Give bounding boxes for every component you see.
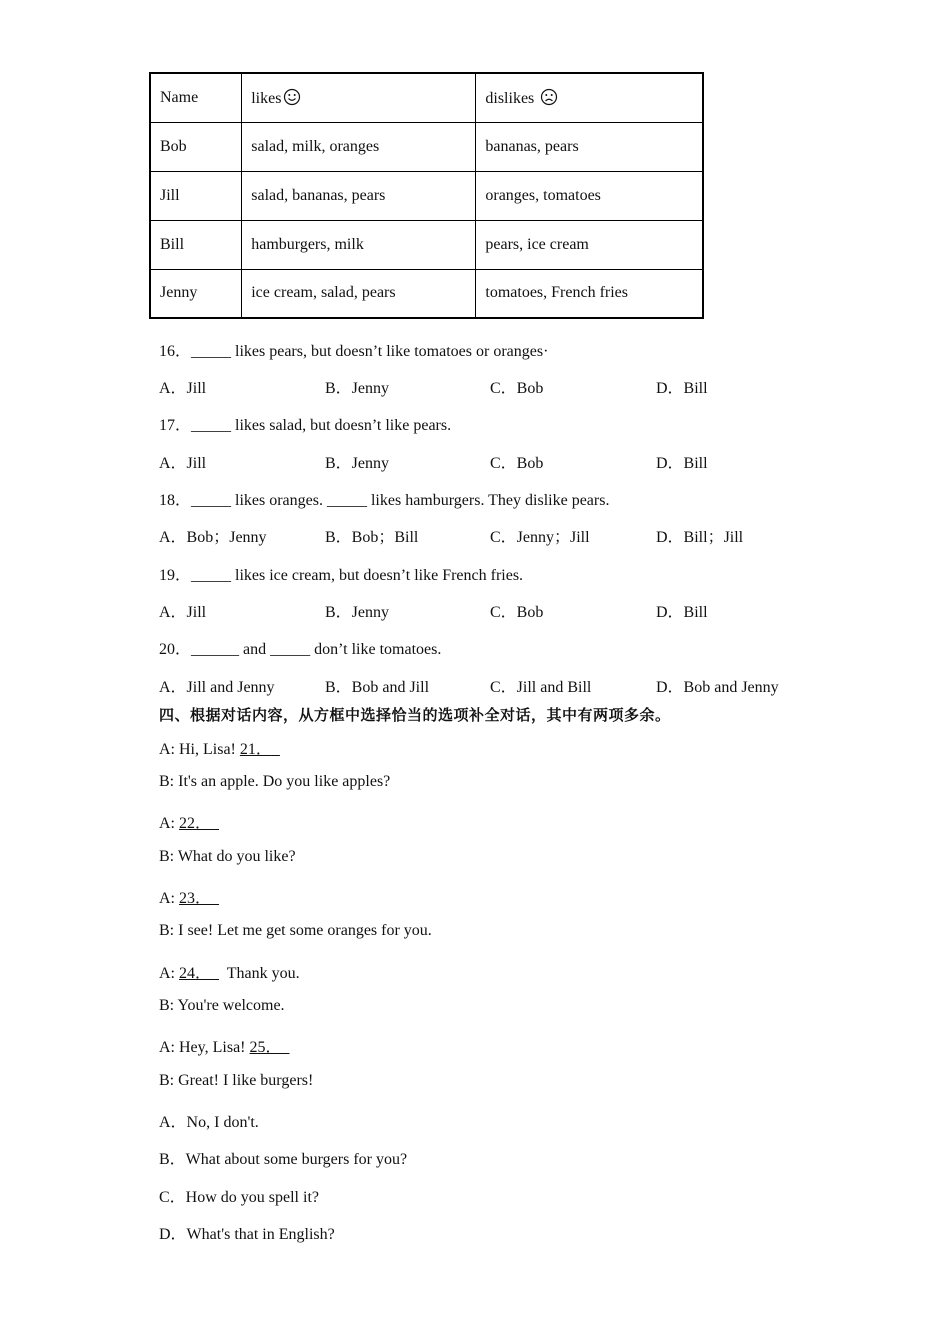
table-header-row: [150, 73, 703, 122]
blank-23[interactable]: 23．: [179, 890, 212, 907]
dialogue-line: [159, 736, 280, 759]
dialogue-line: [159, 1034, 290, 1057]
question-18-option-c[interactable]: C．Jenny；Jill: [490, 529, 590, 546]
question-19-option-a[interactable]: A．Jill: [159, 604, 207, 621]
question-18-option-d[interactable]: D．Bill；Jill: [656, 529, 744, 546]
blank-25[interactable]: 25．: [249, 1039, 282, 1056]
question-20-option-a[interactable]: A．Jill and Jenny: [159, 679, 275, 696]
section-heading: 四、根据对话内容，从方框中选择恰当的选项补全对话，其中有两项多余。: [159, 706, 671, 724]
table-row: [150, 269, 703, 318]
question-16-option-b[interactable]: B．Jenny: [325, 380, 390, 397]
blank-21[interactable]: 21．: [239, 741, 272, 758]
dialogue-line: [159, 960, 300, 983]
question-17-option-b[interactable]: B．Jenny: [325, 455, 390, 472]
table-cell: pears, ice cream: [476, 220, 703, 269]
smiley-face-icon: [283, 88, 301, 106]
choice-d[interactable]: D．What's that in English?: [159, 1226, 335, 1243]
dialogue-line: B: Great! I like burgers!: [159, 1072, 314, 1089]
table-cell: bananas, pears: [476, 122, 703, 171]
table-cell: Jill: [150, 171, 242, 220]
question-17-option-d[interactable]: D．Bill: [656, 455, 708, 472]
table-cell: salad, bananas, pears: [242, 171, 476, 220]
question-18-stem: 18．_____ likes oranges. _____ likes hamburgers. They dislike pears.: [159, 492, 610, 509]
dialogue-text: A:: [159, 965, 179, 982]
table-cell: Bob: [150, 122, 242, 171]
question-20-option-c[interactable]: C．Jill and Bill: [490, 679, 592, 696]
question-20-option-d[interactable]: D．Bob and Jenny: [656, 679, 779, 696]
question-20-stem: 20．______ and _____ don’t like tomatoes.: [159, 641, 442, 658]
table-cell: oranges, tomatoes: [476, 171, 703, 220]
dialogue-text: A: Hey, Lisa!: [159, 1039, 250, 1056]
question-19-option-b[interactable]: B．Jenny: [325, 604, 390, 621]
table-cell: Bill: [150, 220, 242, 269]
question-16-option-a[interactable]: A．Jill: [159, 380, 207, 397]
question-18-option-a[interactable]: A．Bob；Jenny: [159, 529, 267, 546]
question-16-option-d[interactable]: D．Bill: [656, 380, 708, 397]
header-dislikes: [476, 73, 703, 122]
question-18-option-b[interactable]: B．Bob；Bill: [325, 529, 419, 546]
table-cell: salad, milk, oranges: [242, 122, 476, 171]
dialogue-text: A:: [159, 890, 179, 907]
header-dislikes-label: dislikes: [485, 89, 535, 107]
table-cell: Jenny: [150, 269, 242, 318]
choice-c[interactable]: C．How do you spell it?: [159, 1189, 319, 1206]
dialogue-text-after: Thank you.: [219, 965, 300, 982]
table-row: [150, 220, 703, 269]
table-cell: tomatoes, French fries: [476, 269, 703, 318]
table-row: [150, 171, 703, 220]
dialogue-line: [159, 810, 219, 833]
header-likes-label: likes: [251, 89, 282, 107]
question-17-option-c[interactable]: C．Bob: [490, 455, 544, 472]
header-likes: [242, 73, 476, 122]
question-16-option-c[interactable]: C．Bob: [490, 380, 544, 397]
question-19-stem: 19．_____ likes ice cream, but doesn’t like French fries.: [159, 567, 524, 584]
table-cell: hamburgers, milk: [242, 220, 476, 269]
dialogue-line: B: It's an apple. Do you like apples?: [159, 773, 391, 790]
question-19-option-c[interactable]: C．Bob: [490, 604, 544, 621]
question-20-option-b[interactable]: B．Bob and Jill: [325, 679, 430, 696]
dialogue-line: B: What do you like?: [159, 848, 296, 865]
likes-dislikes-table: [149, 72, 704, 319]
question-17-stem: 17．_____ likes salad, but doesn’t like pears.: [159, 417, 452, 434]
dialogue-line: B: You're welcome.: [159, 997, 285, 1014]
choice-b[interactable]: B．What about some burgers for you?: [159, 1151, 408, 1168]
blank-22[interactable]: 22．: [179, 815, 212, 832]
sad-face-icon: [540, 88, 558, 106]
header-name: Name: [150, 73, 242, 122]
dialogue-line: B: I see! Let me get some oranges for you.: [159, 922, 432, 939]
question-17-option-a[interactable]: A．Jill: [159, 455, 207, 472]
table-row: [150, 122, 703, 171]
blank-24[interactable]: 24．: [179, 965, 212, 982]
dialogue-text: A: Hi, Lisa!: [159, 741, 240, 758]
choice-a[interactable]: A．No, I don't.: [159, 1114, 259, 1131]
dialogue-line: [159, 885, 219, 908]
question-19-option-d[interactable]: D．Bill: [656, 604, 708, 621]
question-16-stem: 16．_____ likes pears, but doesn’t like tomatoes or oranges·: [159, 343, 549, 360]
table-cell: ice cream, salad, pears: [242, 269, 476, 318]
dialogue-text: A:: [159, 815, 179, 832]
